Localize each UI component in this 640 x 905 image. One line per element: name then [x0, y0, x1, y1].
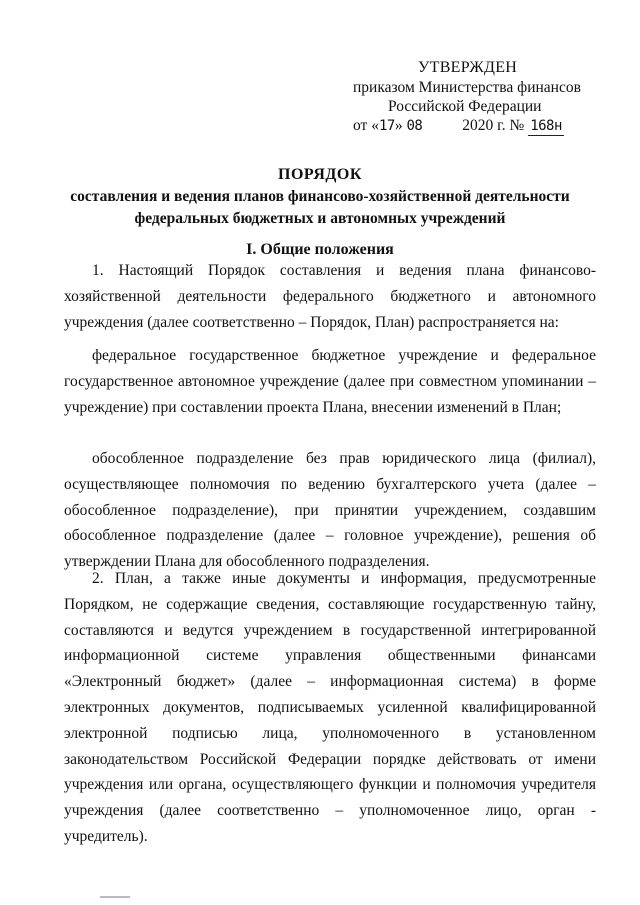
paragraph: обособленное подразделение без прав юридического лица (филиал), осуществляющее полномочия по ведению бухгалтерского учета (далее – обособленное подразделение), при принятии учреждением, создавшим обособленное подразделение (далее – головное учреждение), решения об утверждении Плана для обособленного подразделения. [64, 450, 596, 571]
approval-order-line: приказом Министерства финансов [353, 79, 581, 96]
document-title-block [40, 164, 600, 230]
date-prefix: от « [353, 117, 379, 134]
document-subtitle-1: составления и ведения планов финансово-хозяйственной деятельности [70, 188, 570, 205]
approval-title: УТВЕРЖДЕН [418, 59, 518, 76]
year-text: 2020 г. № [462, 117, 525, 134]
document-title: ПОРЯДОК [278, 166, 362, 183]
paragraph: 1. Настоящий Порядок составления и ведения плана финансово-хозяйственной деятельности федерального бюджетного и автономного учреждения (далее соответственно – Порядок, План) распространяется на: [64, 262, 596, 331]
date-day: 17 [378, 118, 395, 134]
paragraph: 2. План, а также иные документы и информация, предусмотренные Порядком, не содержащие сведения, составляющие государственную тайну, составляются и ведутся учреждением в государственной интегрированной информационной системе управления общественными финансами «Электронный бюджет» (далее – информационная система) в форме электронных документов, подписываемых усиленной квалифицированной электронной подписью лица, уполномоченного в установленном законодательством Российской Федерации порядке действовать от имени учреждения или органа, осуществляющего функции и полномочия учредителя учреждения (далее соответственно – уполномоченное лицо, орган - учредитель). [64, 570, 596, 845]
approval-ministry-line: Российской Федерации [388, 98, 542, 115]
date-mid: » [394, 117, 407, 134]
paragraph: федеральное государственное бюджетное учреждение и федеральное государственное автономное учреждение (далее при совместном упоминании – учреждение) при составлении проекта Плана, внесении изменений в План; [64, 347, 596, 416]
section-heading: I. Общие положения [246, 241, 394, 258]
approval-date-line [353, 116, 564, 136]
order-number: 168н [530, 118, 562, 134]
scan-artifact [100, 896, 130, 898]
date-month: 08 [406, 118, 423, 134]
document-subtitle-2: федеральных бюджетных и автономных учреждений [134, 210, 506, 227]
